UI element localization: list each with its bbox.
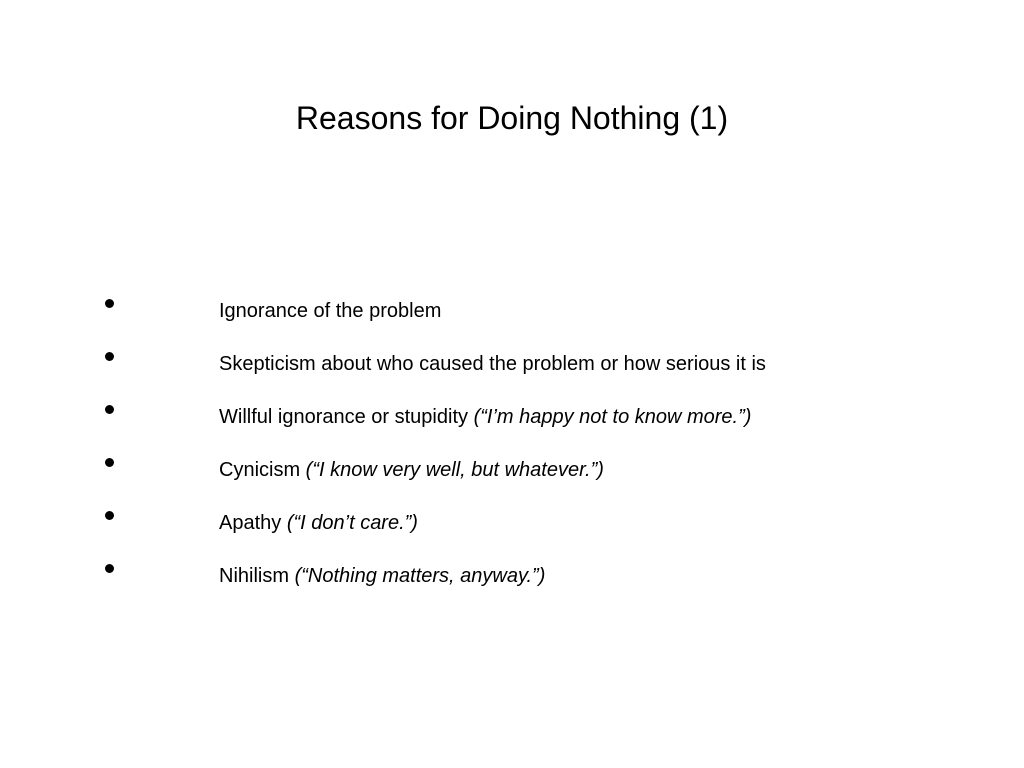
bullet-label: Skepticism about who caused the problem or how serious it is <box>219 353 766 375</box>
bullet-text <box>219 562 545 590</box>
bullet-text <box>219 403 751 431</box>
bullet-label: Ignorance of the problem <box>219 300 442 322</box>
bullet-dot-icon <box>103 404 117 418</box>
bullet-dot-icon <box>103 298 117 312</box>
bullet-label: Willful ignorance or stupidity <box>219 406 474 428</box>
list-item <box>0 551 1024 604</box>
bullet-label: Cynicism <box>219 459 306 481</box>
list-item <box>0 339 1024 392</box>
list-item <box>0 445 1024 498</box>
bullet-label: Nihilism <box>219 565 295 587</box>
bullet-text <box>219 509 418 537</box>
bullet-label: Apathy <box>219 512 287 534</box>
bullet-dot-icon <box>103 457 117 471</box>
bullet-text <box>219 350 766 378</box>
slide-title: Reasons for Doing Nothing (1) <box>295 100 729 136</box>
bullet-dot-icon <box>103 351 117 365</box>
bullet-list <box>0 286 1024 604</box>
bullet-text <box>219 456 604 484</box>
bullet-text <box>219 297 441 325</box>
list-item <box>0 286 1024 339</box>
bullet-quote: (“I know very well, but whatever.”) <box>305 459 604 481</box>
bullet-dot-icon <box>103 510 117 524</box>
list-item <box>0 498 1024 551</box>
bullet-quote: (“I’m happy not to know more.”) <box>473 406 752 428</box>
bullet-dot-icon <box>103 563 117 577</box>
list-item <box>0 392 1024 445</box>
bullet-quote: (“I don’t care.”) <box>286 512 418 534</box>
bullet-quote: (“Nothing matters, anyway.”) <box>294 565 546 587</box>
